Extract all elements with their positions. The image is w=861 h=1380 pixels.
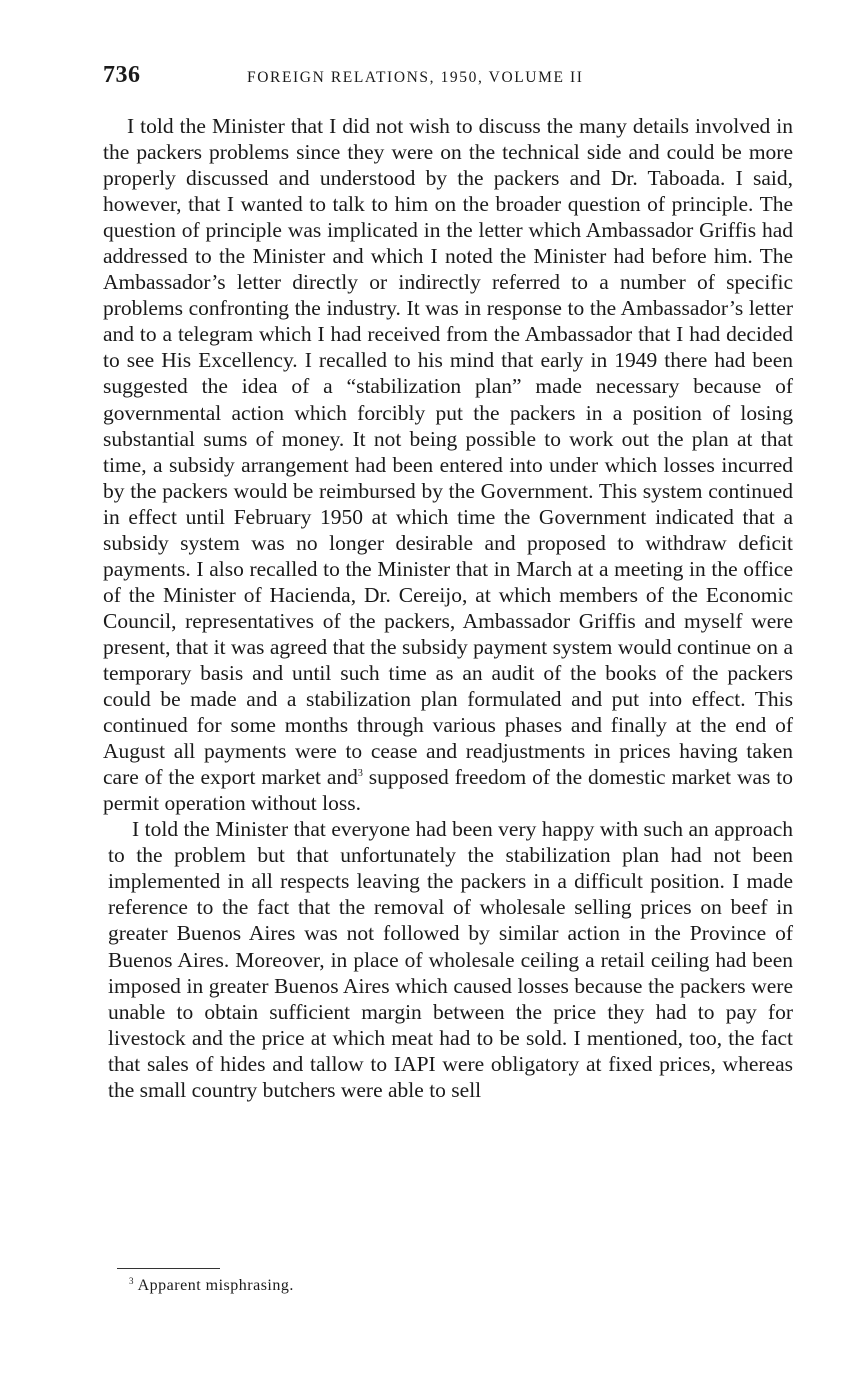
running-head: FOREIGN RELATIONS, 1950, VOLUME II [247, 69, 584, 86]
footnote-marker: 3 [129, 1276, 134, 1286]
paragraph-1-text-continued: supposed freedom of the domestic market was to permit operation without loss. [103, 765, 794, 816]
paragraph-2: I told the Minister that everyone had been very happy with such an approach to the problem but that unfortunately the stabilization plan had not been implemented in all respects leaving the packers in a difficult position. I made reference to the fact that the removal of wholesale selling prices on beef in greater Buenos Aires was not followed by similar action in the Province of Buenos Aires. Moreover, in place of wholesale ceiling a retail ceiling had been imposed in greater Buenos Aires which caused losses because the packers were unable to obtain sufficient margin between the price they had to pay for livestock and the price at which meat had to be sold. I mentioned, too, the fact that sales of hides and tallow to IAPI were obligatory at fixed prices, whereas the small country butchers were able to sell [108, 817, 793, 1102]
page-header [103, 62, 793, 92]
footnote-divider [117, 1268, 220, 1269]
paragraph-1-text: I told the Minister that I did not wish to discuss the many details involved in the packers problems since they were on the technical side and could be more properly discussed and understood by the packers and Dr. Taboada. I said, however, that I wanted to talk to him on the broader question of principle. The question of principle was implicated in the letter which Ambassador Griffis had addressed to the Minister and which I noted the Minister had before him. The Ambassador’s letter directly or indirectly referred to a number of specific problems confronting the industry. It was in response to the Ambassador’s letter and to a telegram which I had received from the Ambassador that I had decided to see His Excellency. I recalled to his mind that early in 1949 there had been suggested the idea of a “stabilization plan” made necessary because of governmental action which forcibly put the packers in a position of losing substantial sums of money. It not being possible to work out the plan at that time, a subsidy arrangement had been entered into under which losses incurred by the packers would be reimbursed by the Government. This system continued in effect until February 1950 at which time the Government indicated that a subsidy system was no longer desirable and proposed to withdraw deficit payments. I also recalled to the Minister that in March at a meeting in the office of the Minister of Hacienda, Dr. Cereijo, at which members of the Economic Council, representatives of the packers, Ambassador Griffis and myself were present, that it was agreed that the subsidy payment system would continue on a temporary basis and until such time as an audit of the books of the packers could be made and a stabilization plan formulated and put into effect. This continued for some months through various phases and finally at the end of August all payments were to cease and readjustments in prices having taken care of the export market and [103, 114, 793, 790]
page-number: 736 [103, 62, 141, 88]
footnote-reference: 3 [357, 768, 363, 780]
footnote-text: Apparent misphrasing. [137, 1277, 294, 1294]
body-text [103, 113, 793, 1103]
paragraph-1 [103, 113, 793, 816]
footnote [129, 1277, 294, 1295]
